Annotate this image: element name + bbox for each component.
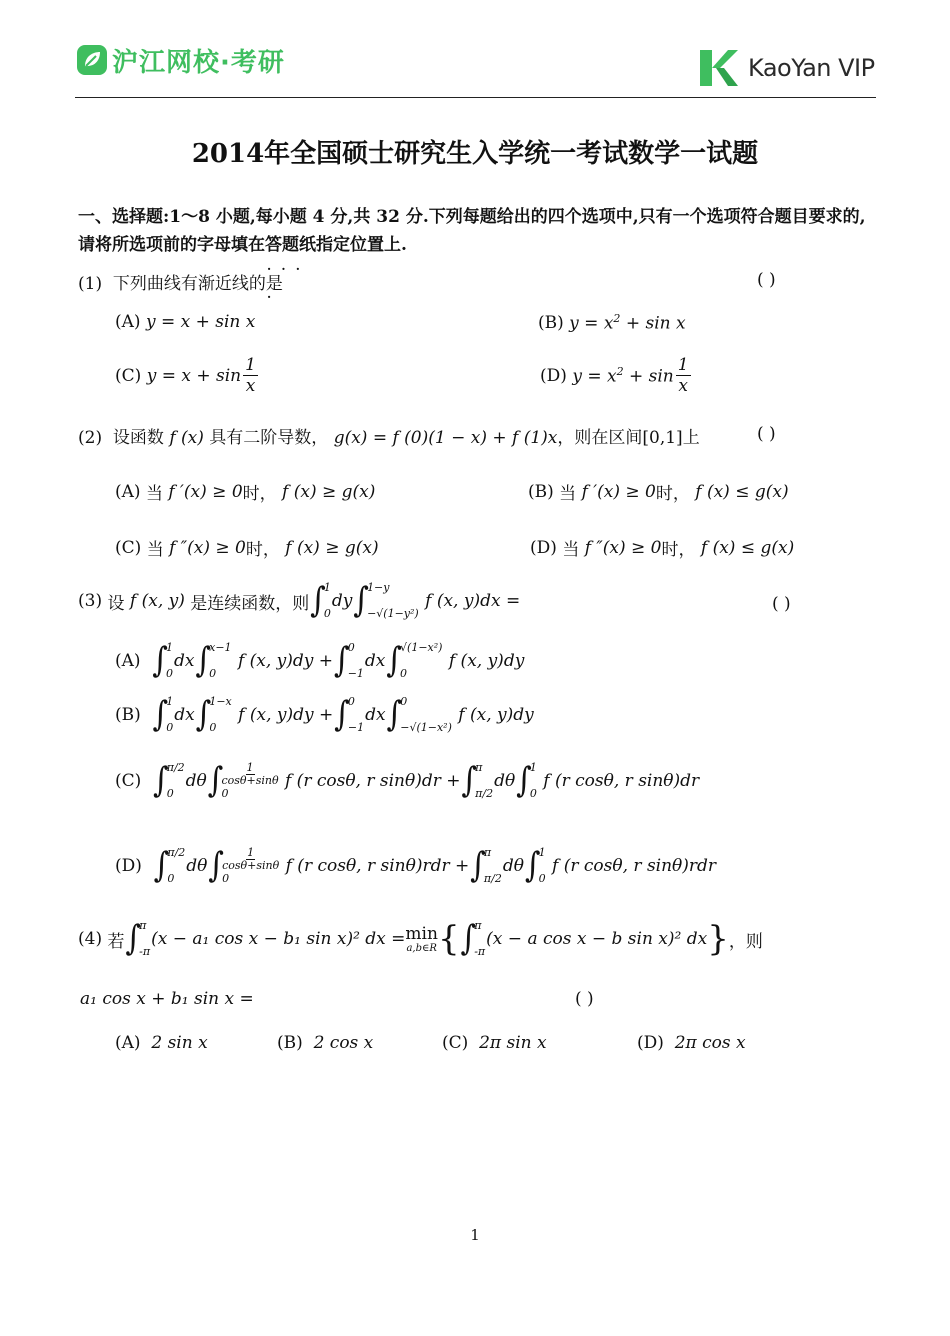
q4-stem bbox=[78, 920, 763, 958]
q3-a-i4u: √(1−x²) bbox=[400, 641, 443, 654]
q1-d-pre: y = x bbox=[572, 366, 617, 387]
q3-a-int2: ∫ x−1 0 bbox=[195, 640, 232, 681]
q4-expr-2: (x − a cos x − b sin x)² dx bbox=[486, 929, 708, 949]
q2-stem-2: 具有二阶导数， bbox=[209, 428, 329, 448]
q2-b-shi: 时， bbox=[655, 484, 690, 504]
q3-d-d2: dθ bbox=[502, 856, 524, 876]
q4-left-brace: { bbox=[437, 919, 460, 959]
q1-number: (1) bbox=[78, 274, 103, 294]
q3-d-i2u-frac bbox=[222, 847, 279, 872]
q1-stem-text: 下列曲线有渐近线的是 bbox=[112, 274, 283, 294]
q1-option-d bbox=[540, 355, 693, 396]
q4-line2: a₁ cos x + b₁ sin x = bbox=[80, 989, 254, 1009]
q2-a-shi: 时， bbox=[242, 484, 277, 504]
q1-d-num: 1 bbox=[677, 355, 689, 375]
q2-answer-blank: ( ) bbox=[757, 424, 776, 444]
q3-a-i3u: 0 bbox=[347, 641, 355, 654]
q3-d-i3l: π/2 bbox=[483, 872, 502, 885]
q3-a-t2: f (x, y)dy bbox=[448, 651, 525, 671]
q2-b-res: f (x) ≤ g(x) bbox=[695, 481, 789, 502]
q4-option-b bbox=[277, 1033, 373, 1053]
q3-c-label: (C) bbox=[115, 771, 142, 791]
q2-b-cond: f ′(x) ≥ 0 bbox=[581, 481, 656, 502]
q3-c-int4: ∫ 1 0 bbox=[516, 760, 537, 801]
page-number: 1 bbox=[470, 1226, 480, 1244]
q4-min-sub: a,b∈R bbox=[406, 942, 437, 954]
q3-stem bbox=[78, 582, 520, 620]
q4-option-a bbox=[115, 1033, 208, 1053]
q1-c-num: 1 bbox=[245, 355, 256, 375]
q3-d-int3: ∫ π π/2 bbox=[470, 845, 502, 886]
q3-stem-dy: dy bbox=[331, 591, 353, 611]
q3-b-t2: f (x, y)dy bbox=[458, 705, 534, 725]
q3-c-d1: dθ bbox=[185, 771, 207, 791]
section-instructions bbox=[78, 203, 878, 259]
q4-a-label: (A) bbox=[115, 1033, 141, 1053]
q3-b-i3l: −1 bbox=[347, 721, 365, 734]
q2-a-cond: f ′(x) ≥ 0 bbox=[168, 481, 243, 502]
q4-option-d bbox=[637, 1033, 746, 1053]
q3-d-t1: f (r cosθ, r sinθ)rdr + bbox=[285, 856, 470, 876]
hujiang-brand-text: 沪江网校·考研 bbox=[112, 47, 285, 78]
q3-d-int4: ∫ 1 0 bbox=[524, 845, 546, 886]
q2-c-when: 当 bbox=[146, 540, 164, 560]
q2-b-when: 当 bbox=[559, 484, 577, 504]
q3-d-i3u: π bbox=[483, 846, 492, 859]
q3-a-i2u: x−1 bbox=[209, 641, 232, 654]
q3-b-d2: dx bbox=[365, 705, 386, 725]
q3-c-i4u: 1 bbox=[529, 761, 537, 774]
q1-b-sup: 2 bbox=[613, 312, 621, 325]
q3-c-int1: ∫ π/2 0 bbox=[153, 760, 185, 801]
q3-d-label: (D) bbox=[115, 856, 142, 876]
q3-d-i2l: 0 bbox=[222, 872, 230, 885]
q4-min bbox=[405, 925, 438, 954]
q3-c-i2u-num: 1 bbox=[246, 761, 254, 774]
q3-b-t1: f (x, y)dy + bbox=[238, 705, 334, 725]
q4-d-label: (D) bbox=[637, 1033, 664, 1053]
q2-option-c bbox=[115, 535, 379, 560]
q2-c-label: (C) bbox=[115, 537, 142, 558]
q4-c-label: (C) bbox=[442, 1033, 469, 1053]
q4-stem-2: ，则 bbox=[728, 931, 763, 952]
q3-b-i1l: 0 bbox=[166, 721, 174, 734]
q3-d-i2u-den: cosθ+sinθ bbox=[222, 859, 280, 872]
q3-b-int4: ∫ 0 −√(1−x²) bbox=[386, 694, 452, 735]
q2-d-when: 当 bbox=[562, 540, 580, 560]
q3-a-d1: dx bbox=[174, 651, 195, 671]
q3-a-i1l: 0 bbox=[166, 667, 173, 680]
q4-min-text: min bbox=[405, 923, 438, 944]
q3-stem-1: 设 bbox=[107, 593, 125, 614]
q3-b-i4l: −√(1−x²) bbox=[400, 721, 452, 734]
q3-b-i1u: 1 bbox=[166, 695, 174, 708]
q3-stem-outer-upper: 1 bbox=[323, 581, 331, 594]
q3-number: (3) bbox=[78, 591, 103, 611]
q3-c-i1u: π/2 bbox=[166, 761, 185, 774]
q1-a-label: (A) bbox=[115, 312, 141, 332]
exam-title: 2014年全国硕士研究生入学统一考试数学一试题 bbox=[191, 139, 759, 169]
q1-d-mid: + sin bbox=[623, 366, 674, 387]
q3-d-i2u-num: 1 bbox=[247, 846, 255, 859]
q3-a-int3: ∫ 0 −1 bbox=[334, 640, 364, 681]
q3-a-i3l: −1 bbox=[347, 667, 364, 680]
leaf-icon bbox=[76, 44, 108, 76]
q3-b-i2l: 0 bbox=[209, 721, 217, 734]
q4-right-brace: } bbox=[707, 919, 729, 959]
q3-c-i3l: π/2 bbox=[475, 787, 494, 800]
q4-int-left: ∫ π -π bbox=[125, 918, 151, 959]
header-divider bbox=[75, 97, 876, 98]
q3-b-d1: dx bbox=[174, 705, 195, 725]
q1-c-label: (C) bbox=[115, 365, 142, 386]
q3-stem-integral-inner: ∫ 1−y −√(1−y²) bbox=[353, 580, 419, 621]
k-badge-icon bbox=[696, 46, 740, 90]
q2-stem-fx: f (x) bbox=[169, 428, 204, 448]
q2-d-cond: f ″(x) ≥ 0 bbox=[584, 537, 662, 558]
q3-c-int2: ∫ $\frac{1}{\cos\theta+\sin\theta}$ 0 bbox=[207, 760, 279, 801]
q2-d-label: (D) bbox=[530, 537, 557, 558]
q3-c-int3: ∫ π π/2 bbox=[461, 760, 494, 801]
section-text-2: 指定位置上. bbox=[316, 235, 407, 255]
q3-b-int2: ∫ 1−x 0 bbox=[195, 694, 232, 735]
q2-stem-4: 上 bbox=[682, 428, 700, 448]
q2-option-b bbox=[528, 479, 789, 504]
q4-expr-1: (x − a₁ cos x − b₁ sin x)² dx = bbox=[151, 929, 406, 949]
q3-b-int1: ∫ 1 0 bbox=[152, 694, 174, 735]
q1-option-a bbox=[115, 312, 255, 332]
q4-int-right: ∫ π -π bbox=[460, 918, 486, 959]
q2-stem-g: g(x) = f (0)(1 − x) + f (1)x bbox=[333, 428, 558, 448]
q4-b-expr: 2 cos x bbox=[313, 1033, 374, 1053]
q1-b-post: + sin x bbox=[620, 313, 686, 334]
q3-a-label: (A) bbox=[115, 651, 141, 671]
q3-a-i4l: 0 bbox=[400, 667, 408, 680]
q2-option-d bbox=[530, 535, 794, 560]
q3-c-i3u: π bbox=[475, 761, 483, 774]
q4-int-left-upper: π bbox=[139, 919, 147, 932]
q3-option-a bbox=[115, 642, 524, 680]
q4-a-expr: 2 sin x bbox=[151, 1033, 208, 1053]
q1-c-pre: y = x + sin bbox=[146, 365, 242, 386]
q3-d-i4u: 1 bbox=[538, 846, 546, 859]
q1-d-fraction bbox=[676, 355, 691, 396]
q1-d-sup: 2 bbox=[616, 364, 624, 378]
q4-number: (4) bbox=[78, 929, 103, 949]
kaoyan-vip-logo bbox=[696, 44, 875, 92]
q3-b-int3: ∫ 0 −1 bbox=[334, 694, 365, 735]
q4-c-expr: 2π sin x bbox=[479, 1033, 547, 1053]
q1-d-den: x bbox=[678, 376, 688, 396]
q3-c-i1l: 0 bbox=[166, 787, 174, 800]
q3-stem-inner-lower: −√(1−y²) bbox=[367, 607, 419, 620]
q3-a-i1u: 1 bbox=[166, 641, 173, 654]
q4-int-left-lower: -π bbox=[139, 945, 151, 958]
q2-option-a bbox=[115, 479, 375, 504]
q4-d-expr: 2π cos x bbox=[674, 1033, 746, 1053]
hujiang-logo bbox=[76, 40, 285, 80]
q3-a-t1: f (x, y)dy + bbox=[237, 651, 334, 671]
q3-b-i4u: 0 bbox=[400, 695, 408, 708]
q3-d-int1: ∫ π/2 0 bbox=[153, 845, 186, 886]
q3-d-i4l: 0 bbox=[538, 872, 546, 885]
kaoyan-vip-text: KaoYan VIP bbox=[748, 54, 875, 82]
q3-stem-inner-upper: 1−y bbox=[367, 581, 390, 594]
q1-c-fraction bbox=[243, 355, 258, 396]
q2-a-res: f (x) ≥ g(x) bbox=[282, 481, 376, 502]
q1-answer-blank: ( ) bbox=[757, 270, 776, 290]
q4-stem-1: 若 bbox=[107, 931, 125, 952]
q3-stem-outer-lower: 0 bbox=[323, 607, 331, 620]
q3-a-i2l: 0 bbox=[209, 667, 217, 680]
q3-a-int4: ∫ √(1−x²) 0 bbox=[386, 640, 443, 681]
q3-stem-tail: f (x, y)dx = bbox=[425, 591, 521, 611]
q2-c-shi: 时， bbox=[245, 540, 280, 560]
q3-a-d2: dx bbox=[364, 651, 386, 671]
q3-d-d1: dθ bbox=[186, 856, 208, 876]
q4-int-right-upper: π bbox=[474, 919, 482, 932]
q3-a-int1: ∫ 1 0 bbox=[152, 640, 173, 681]
q3-c-d2: dθ bbox=[494, 771, 516, 791]
q3-b-i3u: 0 bbox=[347, 695, 355, 708]
q3-option-b bbox=[115, 696, 534, 734]
q1-b-pre: y = x bbox=[569, 313, 614, 334]
q2-stem-3: ，则在区间 bbox=[557, 428, 643, 448]
q2-c-res: f (x) ≥ g(x) bbox=[285, 537, 379, 558]
q3-d-int2: ∫ $\frac{1}{\cos\theta+\sin\theta}$ 0 bbox=[208, 845, 280, 886]
q3-c-i2u-den: cosθ+sinθ bbox=[221, 774, 279, 787]
q1-d-label: (D) bbox=[540, 365, 567, 386]
section-text-1: 一、选择题:1～8 小题,每小题 4 分,共 32 分.下列每题给出的四个选项中,只有一个选项符合题目要求的,请将所选项前的字母填在 bbox=[78, 207, 866, 255]
section-emphasis: 答题纸 · · · · bbox=[265, 235, 316, 255]
q4-answer-blank: ( ) bbox=[575, 989, 594, 1009]
q3-d-i1u: π/2 bbox=[167, 846, 186, 859]
q4-option-c bbox=[442, 1033, 547, 1053]
q3-option-d bbox=[115, 847, 716, 885]
q2-stem-1: 设函数 bbox=[112, 428, 164, 448]
q4-b-label: (B) bbox=[277, 1033, 303, 1053]
q1-option-c bbox=[115, 355, 260, 396]
q3-c-t2: f (r cosθ, r sinθ)dr bbox=[543, 771, 700, 791]
q1-c-den: x bbox=[245, 376, 256, 396]
q3-b-i2u: 1−x bbox=[209, 695, 232, 708]
q2-d-shi: 时， bbox=[661, 540, 696, 560]
q3-stem-2: 是连续函数，则 bbox=[190, 593, 310, 614]
q1-a-expr: y = x + sin x bbox=[145, 312, 256, 332]
q3-c-i4l: 0 bbox=[529, 787, 537, 800]
q1-b-label: (B) bbox=[538, 312, 564, 333]
q2-number: (2) bbox=[78, 428, 103, 448]
q3-c-t1: f (r cosθ, r sinθ)dr + bbox=[284, 771, 461, 791]
q1-option-b bbox=[538, 312, 686, 334]
q2-a-label: (A) bbox=[115, 481, 141, 502]
q4-int-right-lower: -π bbox=[474, 945, 486, 958]
q3-d-i1l: 0 bbox=[167, 872, 175, 885]
q3-b-label: (B) bbox=[115, 705, 141, 725]
q2-stem bbox=[78, 423, 700, 448]
q3-stem-integral-outer: ∫ 1 0 bbox=[310, 580, 331, 621]
q2-c-cond: f ″(x) ≥ 0 bbox=[169, 537, 246, 558]
q3-c-i2u-frac bbox=[221, 762, 278, 787]
q2-d-res: f (x) ≤ g(x) bbox=[700, 537, 795, 558]
q3-stem-f: f (x, y) bbox=[129, 591, 185, 611]
q1-stem bbox=[78, 269, 283, 294]
q2-a-when: 当 bbox=[145, 484, 163, 504]
q2-b-label: (B) bbox=[528, 481, 554, 502]
q3-d-t2: f (r cosθ, r sinθ)rdr bbox=[552, 856, 717, 876]
q2-stem-interval: [0,1] bbox=[642, 428, 683, 448]
q3-answer-blank: ( ) bbox=[772, 594, 791, 614]
q3-option-c bbox=[115, 762, 699, 800]
q3-c-i2l: 0 bbox=[221, 787, 229, 800]
